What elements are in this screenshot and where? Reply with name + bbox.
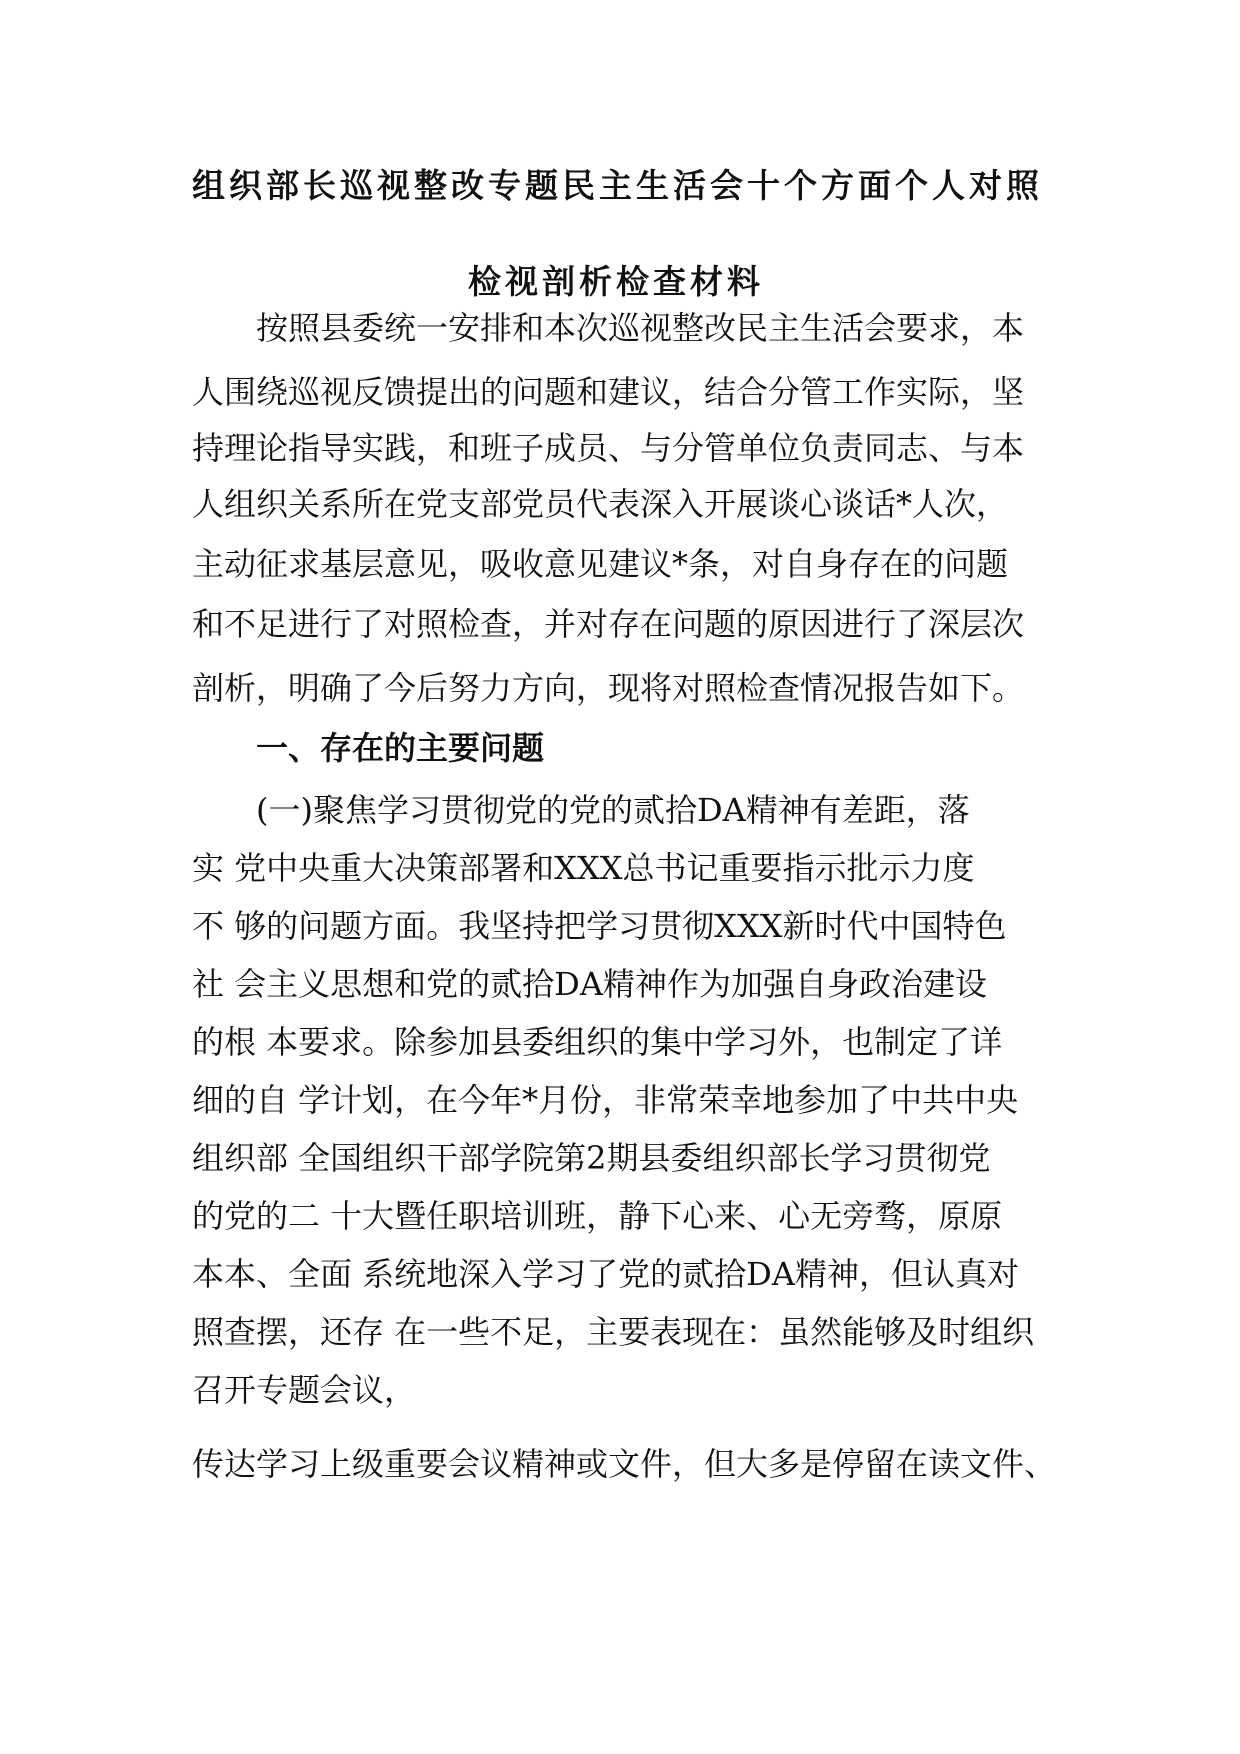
body-line: 细的自 学计划，在今年*月份，非常荣幸地参加了中共中央 [192, 1081, 1019, 1119]
intro-line: 和不足进行了对照检查，并对存在问题的原因进行了深层次 [192, 605, 1025, 643]
body-line: 组织部 全国组织干部学院第2期县委组织部长学习贯彻党 [192, 1139, 991, 1177]
body-line: 照查摆，还存 在一些不足，主要表现在：虽然能够及时组织 [192, 1313, 1035, 1351]
body-line: 的党的二 十大暨任职培训班，静下心来、心无旁骛，原原 [192, 1197, 1003, 1235]
intro-line: 剖析，明确了今后努力方向，现将对照检查情况报告如下。 [192, 669, 1025, 707]
intro-line: 持理论指导实践，和班子成员、与分管单位负责同志、与本 [192, 429, 1025, 467]
section-heading: 一、存在的主要问题 [256, 729, 545, 767]
body-line: 不 够的问题方面。我坚持把学习贯彻XXX新时代中国特色 [192, 907, 1007, 945]
body-line: 本本、全面 系统地深入学习了党的贰拾DA精神，但认真对 [192, 1255, 1019, 1293]
doc-title-line2: 检视剖析检查材料 [468, 262, 764, 301]
body-line: 社 会主义思想和党的贰拾DA精神作为加强自身政治建设 [192, 965, 987, 1003]
body-line: 传达学习上级重要会议精神或文件，但大多是停留在读文件、 [192, 1445, 1057, 1483]
body-line: 的根 本要求。除参加县委组织的集中学习外，也制定了详 [192, 1023, 1003, 1061]
intro-line: 主动征求基层意见，吸收意见建议*条，对自身存在的问题 [192, 545, 1009, 583]
intro-line: 人围绕巡视反馈提出的问题和建议，结合分管工作实际，坚 [192, 373, 1025, 411]
intro-line: 按照县委统一安排和本次巡视整改民主生活会要求，本 [256, 309, 1025, 347]
intro-line: 人组织关系所在党支部党员代表深入开展谈心谈话*人次， [192, 485, 1009, 523]
body-line: (一)聚焦学习贯彻党的党的贰拾DA精神有差距，落 [256, 791, 970, 829]
body-line: 召开专题会议， [192, 1371, 417, 1409]
doc-title-line1: 组织部长巡视整改专题民主生活会十个方面个人对照 [192, 166, 1043, 205]
body-line: 实 党中央重大决策部署和XXX总书记重要指示批示力度 [192, 849, 975, 887]
